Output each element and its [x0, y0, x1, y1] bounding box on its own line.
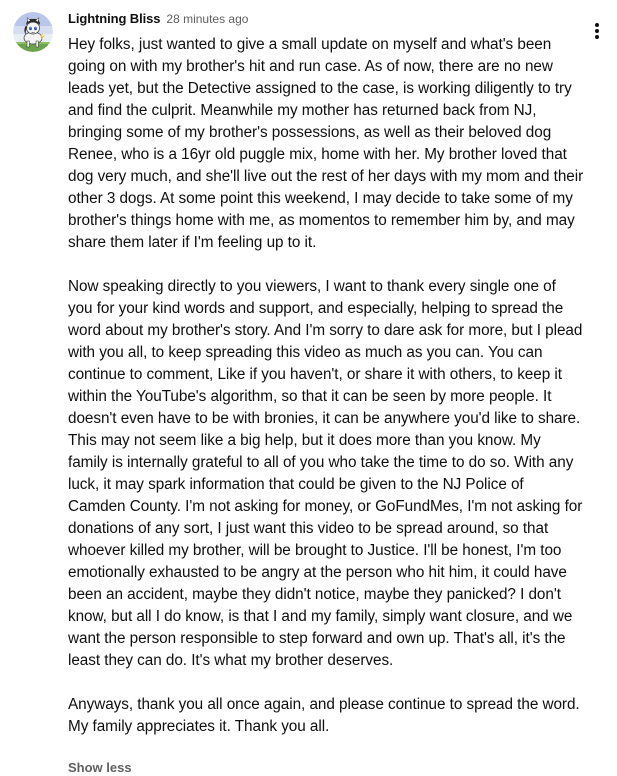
author-avatar[interactable] [13, 12, 53, 52]
comment-body [68, 34, 588, 738]
comment-menu-button[interactable] [585, 19, 609, 43]
comment-header [68, 11, 248, 29]
pony-avatar-icon [13, 12, 53, 52]
comment-timestamp[interactable]: 28 minutes ago [166, 12, 249, 26]
comment-paragraph-3: Anyways, thank you all once again, and please continue to spread the word. My family appreciates it. Thank you all. [68, 696, 584, 735]
comment-paragraph-1: Hey folks, just wanted to give a small update on myself and what's been going on with my brother's hit and run case. As of now, there are no new leads yet, but the Detective assigned to the case, is working diligently to try and find the culprit. Meanwhile my mother has returned back from NJ, bringing some of my brother's possessions, as well as their beloved dog Renee, who is a 16yr old puggle mix, home with her. My brother loved that dog very much, and she'll live out the rest of her days with my mom and their other 3 dogs. At some point this weekend, I may decide to take some of my brother's things home with me, as momentos to remember him by, and may share them later if I'm feeling up to it. [68, 36, 588, 251]
comment-author[interactable]: Lightning Bliss [68, 11, 161, 26]
show-less-button[interactable]: Show less [68, 760, 132, 775]
more-vertical-icon [585, 19, 609, 43]
comment-paragraph-2: Now speaking directly to you viewers, I want to thank every single one of you for your kind words and support, and especially, helping to spread the word about my brother's story. And I'm sorry to dare ask for more, but I plead with you all, to keep spreading this video as much as you can. You can continue to comment, Like if you haven't, or share it with others, to keep it within the YouTube's algorithm, so that it can be seen by more people. It doesn't even have to be with bronies, it can be anywhere you'd like to share. This may not seem like a big help, but it does more than you know. My family is internally grateful to all of you who take the time to do so. With any luck, it may spark information that could be given to the NJ Police of Camden County. I'm not asking for money, or GoFundMes, I'm not asking for donations of any sort, I just want this video to be spread around, so that whoever killed my brother, will be brought to Justice. I'll be honest, I'm too emotionally exhausted to be angry at the person who hit him, it could have been an accident, maybe they didn't notice, maybe they panicked? I don't know, but all I do know, is that I and my family, simply want closure, and we want the person responsible to step forward and own up. That's all, it's the least they can do. It's what my brother deserves. [68, 278, 587, 669]
